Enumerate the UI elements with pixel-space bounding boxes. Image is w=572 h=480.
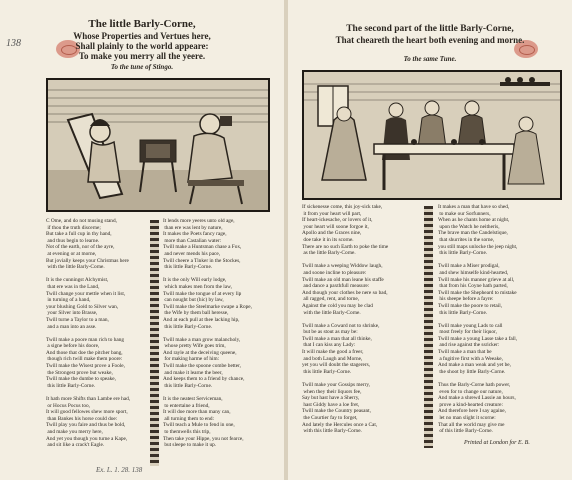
verse-line: your Silver into Brasse, [46,310,98,317]
verse-line: can nought but (hic) by law, [163,297,224,304]
verse-line: prove a kind-hearted creature: [438,401,503,408]
woodcut-drinkers-image [48,80,268,210]
verse-line: It will doe more than many can, [163,409,231,416]
verse-line: Twill make his manner grieve at all, [438,276,515,283]
printer-imprint: Printed at London for E. B. [464,440,530,446]
verse-line: It is the cunningst Alchymist, [46,277,109,284]
verse-line: That all the world may give me [438,421,505,428]
verse-line: Say but hast have a Sherry, [302,395,360,402]
verse-line: Twill make an old man leane his staffe [302,276,384,283]
verse-line: and a man into an asse. [46,323,97,330]
verse-line: as the little Barly-Corne. [302,250,356,257]
verse-line: the Courtier fay to forget, [302,415,358,421]
verse-line: you still maps unlocke the jeep night, [438,243,518,250]
verse-line [163,389,252,396]
verse-line: than Bankes his horse could doe: [46,415,118,422]
verse-line: And lately the Hercules once a Cat, [302,421,378,428]
verse-line: It makes the Poets fancy rage, [163,231,227,238]
right-page [288,0,572,480]
verse-line: Twill make the tongue of at every lip [163,290,242,297]
second-part-subtitle: That cheareth the heart both evening and morne. [335,35,525,45]
tune-line: To the same Tune. [403,55,457,63]
verse-line: with this little Barly-Corne. [302,428,362,435]
verse-line: your heart will soone forgoe it, [302,223,369,230]
verse-line: Twill play you faire and thus be bold, [46,422,126,429]
verse-line: Twill cheere a Tinker in the Stockes, [163,257,241,264]
verse-line: Twill make the dumbe to speake, [46,376,116,383]
verse-line: and rise against the ssricker: [438,342,500,349]
verse-line: Thus the Barly-Corne hath power, [438,382,511,389]
verse-line: when they their liquors fee, [302,388,362,395]
verse-line: Twill change your mettle when it list, [46,290,126,297]
verse-line: your blushing Gold to Silver wan, [46,303,119,310]
verse-line: It is the neatest Serviceman, [163,396,223,403]
verse-line: but be as stout as may be: [302,329,358,336]
verse-line: this little Barly-Corne. [163,264,213,271]
verse-line [302,375,388,382]
verse-line: It will make the good a freer, [302,349,364,356]
verse-line: even for to change our nature, [438,388,503,395]
verse-line: It makes a man that have so shed, [438,204,510,210]
verse-line: though rich twill make them poore: [46,356,123,363]
verse-line: Twill make a Miser prodigal, [438,263,500,270]
verse-line: Twill make a man grow malancholy, [163,336,241,343]
verse-line: C Ome, and do not musing stand, [46,218,117,224]
verse-line: to make our Sorfunners, [438,210,491,217]
verse-line: at evening or at morne, [46,250,97,257]
woodcut-tavern-image [304,72,560,198]
verse-line: to themwells this trip, [163,429,211,435]
verse-line: and make you merry here, [46,429,103,435]
verse-line: It will good fellowes shew more sport, [46,409,128,416]
verse-line: Twill make a man that all thinke, [302,335,372,342]
verse-line: And those that doe the pitcher bang, [46,349,123,356]
woodcut-illustration [302,70,562,200]
verse-line: And keeps them to a friend by chance, [163,376,245,383]
page-number: 138 [6,38,21,49]
verse-line: this little Barly-Corne. [438,250,488,257]
verse-line: to entertaine a friend, [163,402,210,409]
left-verse-column-2 [163,218,252,449]
woodcut-illustration [46,78,270,212]
verse-line: And yet you though you turne a Kape, [46,435,128,442]
verse-line: And at each pull at thee lacking hip, [163,316,240,323]
verse-line: in turning of a hand, [46,297,91,304]
verse-line: Apollo and the Graces nine, [302,230,362,237]
verse-line [438,257,517,264]
verse-line: Then take your Hippe, you not fearce, [163,435,244,442]
verse-line: Not of the earth, nor of the ayre, [46,244,115,251]
verse-line: It is the only Will early lodge, [163,277,227,284]
verse-line: If heart-ickesache, or lovers of it, [302,217,373,224]
verse-line: or Hocus Pocus too, [46,402,90,409]
verse-line: whose pretty Wife goes trim, [163,343,226,350]
verse-line [46,330,130,337]
subtitle-line-2: Shall plainly to the world appeare: [75,41,209,51]
verse-line: the Strongest prove but weake, [46,369,113,376]
verse-line [46,271,130,278]
verse-line: the shoot by little Barly-Corne. [438,368,506,375]
verse-line: Twill make a young Lasse take a fall, [438,335,518,342]
verse-line: more than Castalian water: [163,237,222,244]
verse-line: that I can kiss any Lady: [302,342,356,349]
verse-line: and shew himselfe kind-hearted, [438,269,509,276]
verse-line: which makes men from the law, [163,283,232,290]
verse-line: for making harme of him: [163,356,220,363]
verse-line: Twill make a Coward not to shrinke, [302,322,380,329]
verse-line: And make a man weak and yet be, [438,362,511,369]
right-verse-column-1 [302,204,388,435]
verse-line: But take a full cup in thy hand, [46,231,112,238]
left-verse-column-1 [46,218,130,449]
verse-line: yet you will doubt the stagerers, [302,362,370,369]
verse-line: and dance a paxthfull measure: [302,283,370,290]
verse-line: and both Laugh and Morne, [302,355,363,362]
verse-line: Twill make young Lads to call [438,322,503,329]
verse-line: it from your heart will part, [302,210,362,217]
verse-line [438,316,517,323]
verse-line: And make a shrewd Lassie an hours, [438,395,516,402]
verse-line: that ere was in the Land, [46,283,100,290]
verse-line: The brave man the Candelstique, [438,230,508,237]
verse-line: Twill make the Steelmarke swape a Rope, [163,303,252,310]
verse-line: this little Barly-Corne. [163,382,213,389]
verse-line: upon the Watch he neitheris, [438,223,500,230]
verse-line: doe take it in its scorne. [302,236,354,243]
verse-line: Twill make a poore man rich to hang [46,336,125,343]
verse-line: But jovially keeps your Christmas here [46,257,129,264]
verse-line [163,271,252,278]
verse-line: of this little Barly-Corne. [438,428,493,435]
verse-line: Twill make the Wisest prove a Foole, [46,363,125,370]
second-part-title: The second part of the little Barly-Corne, [346,24,514,34]
verse-line: but sleepe to make it up. [163,442,217,449]
verse-line: Twill make the Country peasant, [302,408,371,415]
verse-line: Twill make a Huntsman chase a Fox, [163,244,242,251]
verse-line: this little Barly-Corne. [302,368,352,375]
verse-line: a signe before his doore, [46,343,100,350]
verse-line: let no man slight it scorne: [438,415,496,421]
verse-line: If sickenesse come, this joy-sick take, [302,204,383,210]
subtitle-line-1: Whose Properties and Vertues here, [73,31,211,41]
right-verse-column-2 [438,204,517,435]
verse-line: And rayle at the deceiving queene, [163,349,237,356]
verse-line: Twill make a weeping Widdow laugh, [302,263,383,270]
verse-line: and make it learne the beer, [163,369,223,376]
verse-line: this little Barly-Corne. [438,309,488,316]
verse-line: There are no such Earth to poke the time [302,243,389,250]
verse-line: Twill make the spoone combe better, [163,363,241,370]
verse-line: that from his Coyne hath parted, [438,283,508,290]
archive-signature: Ex. L. 1. 28. 138 [96,466,143,474]
verse-line: with the little Barly-Corne. [46,264,105,271]
verse-line: and soone incline to pleasure: [302,269,367,276]
verse-line: this little Barly-Corne. [163,323,213,330]
verse-line: Twill make the Shepheard to mistake [438,289,517,296]
verse-line: Twill make a man that be [438,349,492,356]
verse-line: Against the cold you may be clad [302,302,373,309]
verse-line: most freely for their liquor, [438,329,497,336]
verse-line: Twill make your Gossips merry, [302,382,370,389]
subtitle-line-3: To make you merry all the yeere. [78,51,206,61]
verse-line: And though your clothes be nere so bad, [302,289,388,296]
verse-line: if thou the truth discerne; [46,224,101,231]
verse-line [438,375,517,382]
verse-line: Twill teach a Mule to fend in one, [163,422,235,429]
verse-line: than ere was lent by nature, [163,224,223,231]
verse-line: When as he chants home at night, [438,217,510,224]
decorative-border [150,220,159,466]
verse-line: Twill turne a Taylor to a man, [46,316,109,323]
verse-line: this little Barly-Corne. [46,382,96,389]
verse-line: a fugitive first with a Weeake, [438,355,503,362]
verse-line: and thus begin to learne. [46,237,100,244]
verse-line: all turning them to end: [163,415,215,422]
verse-line: and sit like a crack't Eagle. [46,442,105,449]
verse-line: all ragged, rent, and torne, [302,296,360,303]
verse-line: that shurrites in the sorne, [438,236,495,243]
verse-line: hast Giddy have a loe fret, [302,401,360,408]
verse-line: the Wife by them ball heresse, [163,310,229,317]
verse-line: and never mends his pace, [163,250,221,257]
verse-line: And therefore here I say againe, [438,408,506,415]
verse-line [163,330,252,337]
verse-line: with the little Barly-Corne. [302,309,361,316]
verse-line [302,257,388,264]
decorative-border [424,206,433,448]
verse-line [302,316,388,323]
tune-line: To the tune of Stingo. [110,63,174,71]
verse-line: his sheepe before a fayre: [438,296,494,303]
ballad-title: The little Barly-Corne, [88,18,196,30]
verse-line: It lends more yeeres unto old age, [163,218,235,224]
verse-line: It hath more Shifts than Lambe ere had, [46,396,131,403]
left-page [0,0,284,480]
verse-line: Twill make the poore to retail, [438,302,503,309]
